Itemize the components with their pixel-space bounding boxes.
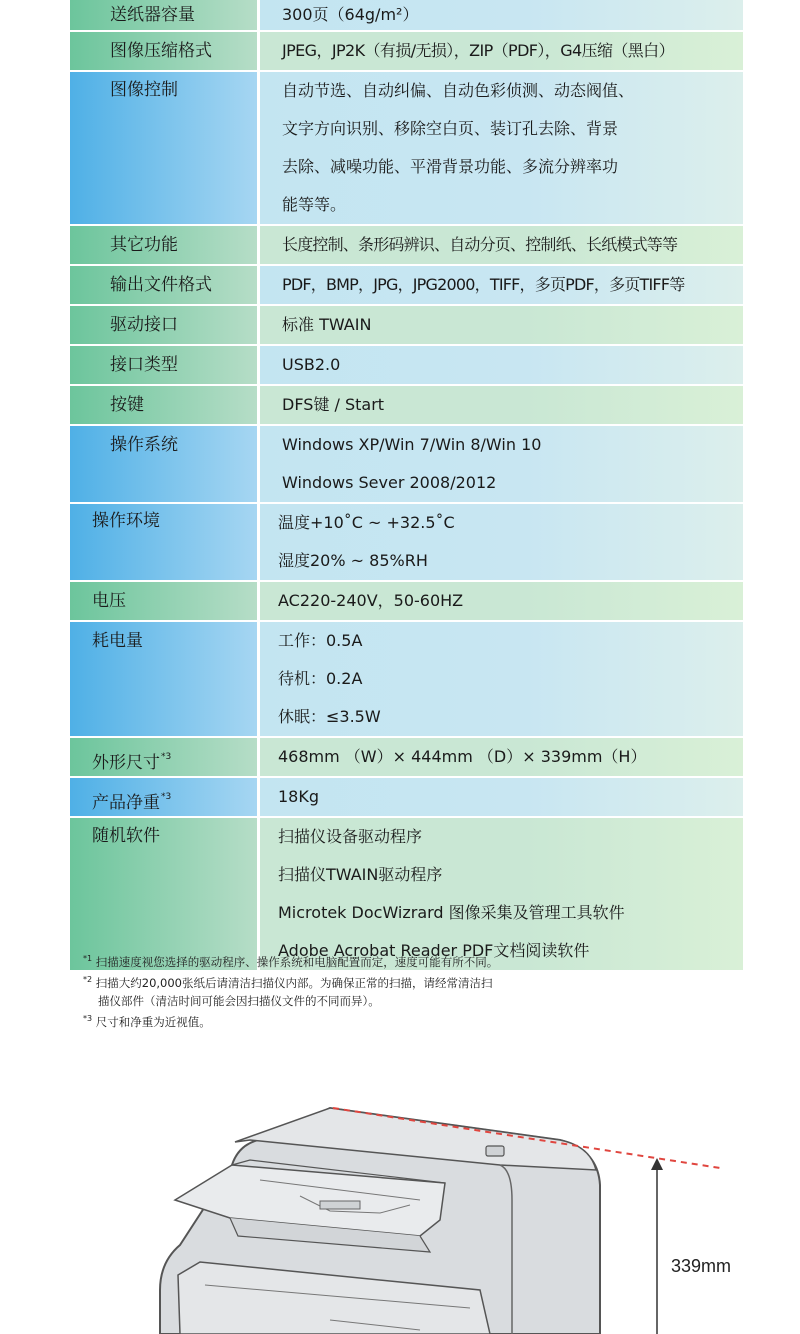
spec-label-text: 外形尺寸 [92,753,160,773]
spec-label [70,778,260,816]
footnote-text: 扫描大约20,000张纸后请清洁扫描仪内部。为确保正常的扫描，请经常清洁扫 [95,976,493,990]
spec-value: 扫描仪TWAIN驱动程序 [278,865,443,884]
spec-value: DFS键 / Start [282,395,385,414]
spec-label: 操作系统 [70,426,260,502]
spec-label: 驱动接口 [70,306,260,344]
spec-row-image-control [70,72,743,226]
spec-value: 工作：0.5A [278,631,363,650]
spec-value: 18Kg [278,787,320,806]
spec-value: 468mm （W）× 444mm （D）× 339mm（H） [278,747,647,766]
spec-label: 图像压缩格式 [70,32,260,70]
scanner-button [486,1146,504,1156]
spec-row-output-format [70,266,743,306]
spec-label: 其它功能 [70,226,260,264]
footnote-mark: *2 [83,975,93,984]
spec-value: AC220-240V，50-60HZ [278,591,464,610]
height-dimension-label: 339mm [671,1256,732,1276]
spec-row-other-functions [70,226,743,266]
footnote-2 [83,971,603,992]
spec-value: PDF，BMP，JPG，JPG2000，TIFF，多页PDF，多页TIFF等 [282,275,685,294]
scanner-illustration [0,1090,800,1334]
spec-value: JPEG，JP2K（有损/无损），ZIP（PDF），G4压缩（黑白） [282,41,674,60]
spec-row-power-consumption [70,622,743,738]
spec-row-compression [70,32,743,72]
spec-value: Microtek DocWizrard 图像采集及管理工具软件 [278,903,625,922]
spec-row-buttons [70,386,743,426]
spec-label: 送纸器容量 [70,0,260,30]
spec-label: 图像控制 [70,72,260,224]
spec-label: 操作环境 [70,504,260,580]
spec-row-software [70,818,743,970]
spec-value: 去除、减噪功能、平滑背景功能、多流分辨率功 [282,157,619,176]
spec-value: 文字方向识别、移除空白页、装订孔去除、背景 [282,119,619,138]
spec-table [70,0,743,970]
spec-label: 耗电量 [70,622,260,736]
spec-value: 休眠：≤3.5W [278,707,381,726]
spec-label: 输出文件格式 [70,266,260,304]
footnotes [83,950,603,1031]
spec-label: 随机软件 [70,818,260,970]
footnote-2-continuation: 描仪部件（清洁时间可能会因扫描仪文件的不同而异）。 [98,994,380,1008]
footnote-mark: *1 [83,954,93,963]
spec-row-weight [70,778,743,818]
spec-value: 自动节选、自动纠偏、自动色彩侦测、动态阀值、 [282,81,635,100]
spec-value: Adobe Acrobat Reader PDF文档阅读软件 [278,941,590,960]
spec-row-interface-type [70,346,743,386]
spec-value: 扫描仪设备驱动程序 [278,827,423,846]
footnote-ref: *3 [161,792,172,802]
spec-value: 待机：0.2A [278,669,363,688]
spec-label: 按键 [70,386,260,424]
spec-row-environment [70,504,743,582]
spec-row-feeder-capacity [70,0,743,32]
spec-row-dimensions [70,738,743,778]
spec-value: 能等等。 [282,195,347,214]
spec-value: Windows Sever 2008/2012 [282,473,497,492]
footnote-text: 扫描速度视您选择的驱动程序、操作系统和电脑配置而定，速度可能有所不同。 [95,955,499,969]
spec-value: 300页（64g/m²） [282,5,419,24]
spec-value: 标准 TWAIN [282,315,372,334]
footnote-3 [83,1010,603,1031]
spec-row-voltage [70,582,743,622]
spec-label: 接口类型 [70,346,260,384]
spec-label: 电压 [70,582,260,620]
footnote-ref: *3 [161,752,172,762]
footnote-mark: *3 [83,1014,93,1023]
spec-value: 温度+10˚C ~ +32.5˚C [278,513,455,532]
spec-label [70,738,260,776]
footnote-1 [83,950,603,971]
spec-value: 湿度20% ~ 85%RH [278,551,428,570]
spec-value: USB2.0 [282,355,341,374]
spec-label-text: 产品净重 [92,793,160,813]
spec-row-driver-interface [70,306,743,346]
spec-value: 长度控制、条形码辨识、自动分页、控制纸、长纸模式等等 [282,235,678,254]
footnote-text: 尺寸和净重为近视值。 [95,1015,211,1029]
spec-row-os [70,426,743,504]
spec-value: Windows XP/Win 7/Win 8/Win 10 [282,435,542,454]
